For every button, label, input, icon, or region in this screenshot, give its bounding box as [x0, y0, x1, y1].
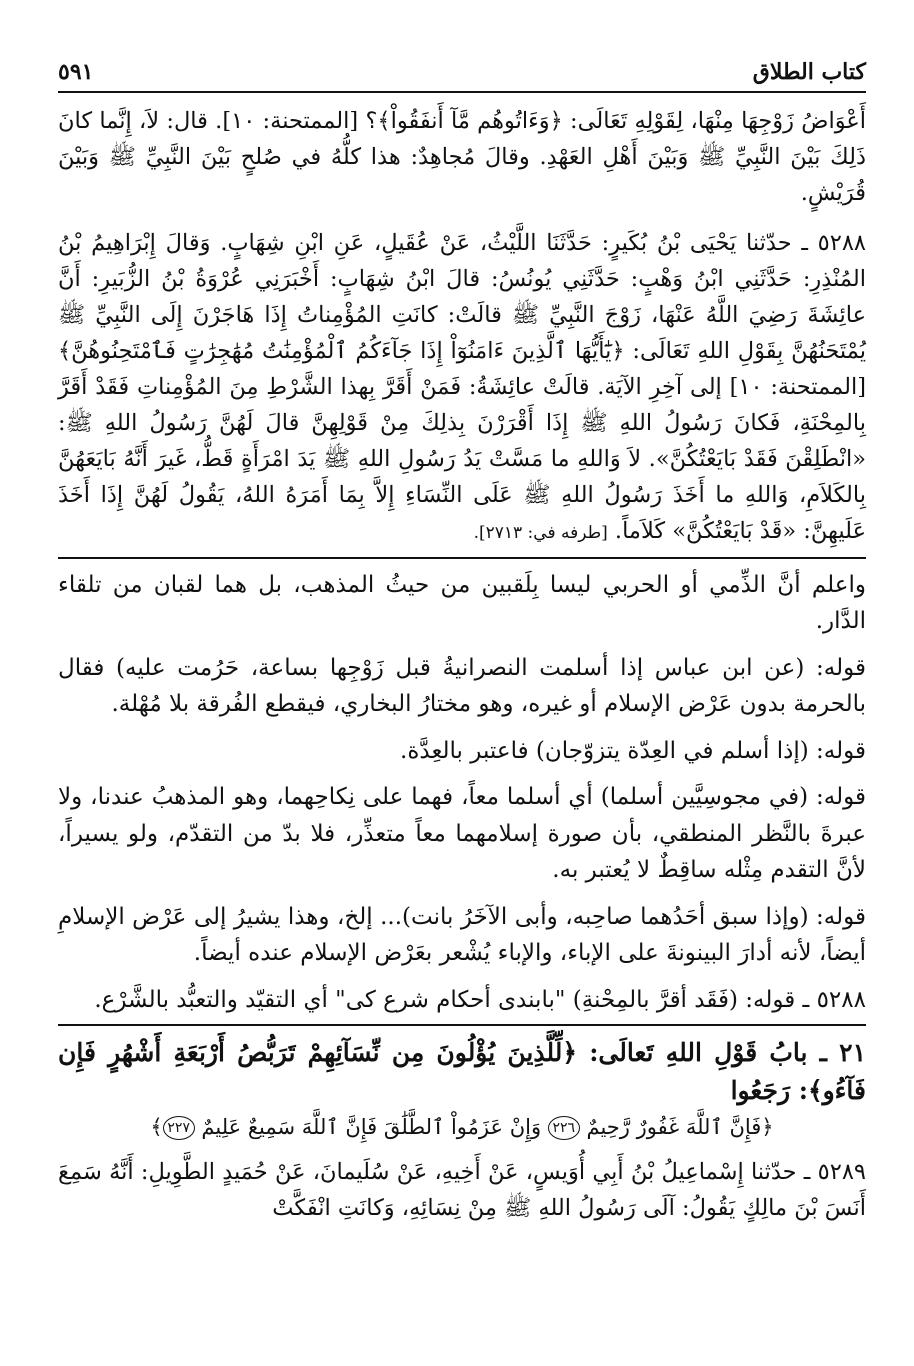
commentary-paragraph: قوله: (عن ابن عباس إذا أسلمت النصرانيةُ قبل زَوْجِها بساعة، حَرُمت عليه) فقال بالحرمة بدون عَرْض الإسلام أو غيره، وهو مختارُ البخاري، فيقطع الفُرقة بلا مُهْلة.	[58, 654, 866, 717]
page-header	[58, 55, 866, 93]
page-number: ٥٩١	[58, 59, 94, 85]
section-divider	[58, 557, 866, 559]
section-divider	[58, 1024, 866, 1026]
verse-close-bracket: ﴾	[150, 1114, 163, 1139]
chapter-heading: ٢١ ـ بابُ قَوْلِ اللهِ تَعالَى: ﴿لِّلَّذِينَ يُؤْلُونَ مِن نِّسَآئِهِمْ تَرَبُّصُ أَرْبَعَةِ أَشْهُرٍ فَإِن فَآءُو﴾: رَجَعُوا	[58, 1037, 866, 1105]
hadith-5289: ٥٢٨٩ ـ حدّثنا إِسْماعِيلُ بْنُ أَبِي أُوَيسٍ، عَنْ أَخِيهِ، عَنْ سُلَيمانَ، عَنْ حُمَيدٍ الطَّوِيلِ: أَنَّهُ سَمِعَ أَنَسَ بْنَ مالِكٍ يَقُولُ: آلَى رَسُولُ اللهِ ﷺ مِنْ نِسَائِهِ، وَكانَتِ انْفَكَّتْ	[58, 1158, 866, 1221]
book-title: كتاب الطلاق	[752, 59, 866, 85]
commentary-paragraph: ٥٢٨٨ ـ قوله: (فَقَد أقرَّ بالمِحْنةِ) "بابندى أحكام شرع كى" أي التقيّد والتعبُّد بالشَّرْع.	[94, 986, 866, 1013]
verse-text: ﴿فَإِنَّ ٱللَّهَ غَفُورٌ رَّحِيمٌ	[586, 1114, 774, 1139]
verse-number-marker: ٢٢٧	[163, 1116, 195, 1140]
book-page	[58, 55, 866, 1345]
commentary-paragraph: قوله: (إذا أسلم في العِدّة يتزوّجان) فاعتبر بالعِدَّة.	[400, 737, 866, 764]
verse-text: وَإِنْ عَزَمُواْ ٱلطَّلَٰقَ فَإِنَّ ٱللَّهَ سَمِيعٌ عَلِيمٌ	[201, 1114, 542, 1139]
verse-number-marker: ٢٢٦	[548, 1116, 580, 1140]
hadith-continuation: أَعْوَاضُ زَوْجِهَا مِنْهَا، لِقَوْلِهِ تَعَالَى: ﴿وَءَاتُوهُم مَّآ أَنفَقُواْ﴾؟ [الممتحنة: ١٠]. قال: لاَ، إِنَّما كانَ ذَلِكَ بَيْنَ النَّبِيِّ ﷺ وَبَيْنَ أَهْلِ العَهْدِ. وقالَ مُجاهِدٌ: هذا كلُّهُ في صُلحٍ بَيْنَ النَّبِيِّ ﷺ وَبَيْنَ قُرَيْشٍ.	[58, 108, 867, 206]
commentary-paragraph: قوله: (في مجوسِيَّين أسلما) أي أسلما معاً، فهما على نِكاحِهما، وهو المذهبُ عندنا، ولا عبرةَ بالنَّظر المنطقي، بأن صورة إسلامهما معاً متعذِّر، فلا بدّ من التقدّم، ولو يسيراً، لأنَّ التقدم مِثْله ساقِطٌ لا يُعتبر به.	[58, 784, 866, 883]
quran-verse-line	[58, 1110, 866, 1144]
hadith-5288-text: ٥٢٨٨ ـ حدّثنا يَحْيَى بْنُ بُكَيرٍ: حَدَّثَنَا اللَّيْثُ، عَنْ عُقَيلٍ، عَنِ ابْنِ شِهَابٍ. وَقالَ إِبْرَاهِيمُ بْنُ المُنْذِرِ: حَدَّثَنِي ابْنُ وَهْبٍ: حَدَّثَنِي يُونُسُ: قالَ ابْنُ شِهَابٍ: أَخْبَرَنِي عُرْوَةُ بْنُ الزُّبَيرِ: أَنَّ عائِشَةَ رَضِيَ اللَّهُ عَنْهَا، زَوْجَ النَّبِيِّ ﷺ قالَتْ: كانَتِ المُؤْمِناتُ إِذَا هَاجَرْنَ إِلَى النَّبِيِّ ﷺ يُمْتَحَنُهُنَّ بِقَوْلِ اللهِ تَعَالَى: ﴿يَٰٓأَيُّهَا ٱلَّذِينَ ءَامَنُوٓاْ إِذَا جَآءَكُمُ ٱلْمُؤْمِنَٰتُ مُهَٰجِرَٰتٍ فَٱمْتَحِنُوهُنَّ﴾ [الممتحنة: ١٠] إلى آخِرِ الآيَة. قالَتْ عائِشَةُ: فَمَنْ أَقَرَّ بِهذا الشَّرْطِ مِنَ المُؤْمِناتِ فَقَدْ أَقَرَّ بِالمِحْنَةِ، فَكانَ رَسُولُ اللهِ ﷺ إِذَا أَقْرَرْنَ بِذلِكَ مِنْ قَوْلِهِنَّ قالَ لَهُنَّ رَسُولُ اللهِ ﷺ: «انْطَلِقْنَ فَقَدْ بَايَعْتُكُنَّ». لاَ وَاللهِ ما مَسَّتْ يَدُ رَسُولِ اللهِ ﷺ يَدَ امْرَأَةٍ قَطُّ، غَيرَ أَنَّهُ بَايَعَهُنَّ بِالكَلاَمِ، وَاللهِ ما أَخَذَ رَسُولُ اللهِ ﷺ عَلَى النِّسَاءِ إِلاَّ بِمَا أَمَرَهُ اللهُ، يَقُولُ لَهُنَّ إِذَا أَخَذَ عَلَيهِنَّ: «قَدْ بَايَعْتُكُنَّ» كَلاَماً.	[58, 230, 866, 544]
commentary-paragraph: قوله: (وإذا سبق أحَدُهما صاحِبه، وأبى الآخَرُ بانت)... إلخ، وهذا يشيرُ إلى عَرْض الإسلامِ أيضاً، لأنه أدارَ البينونةَ على الإباء، والإباء يُشْعر بعَرْض الإسلام عنده أيضاً.	[58, 903, 866, 966]
hadith-5288	[58, 225, 866, 551]
cross-reference: [طرفه في: ٢٧١٣].	[473, 523, 608, 543]
commentary-paragraph: واعلم أنَّ الذِّمي أو الحربي ليسا بِلَقبين من حيثُ المذهب، بل هما لقبان من تلقاء الدَّار.	[58, 571, 866, 634]
